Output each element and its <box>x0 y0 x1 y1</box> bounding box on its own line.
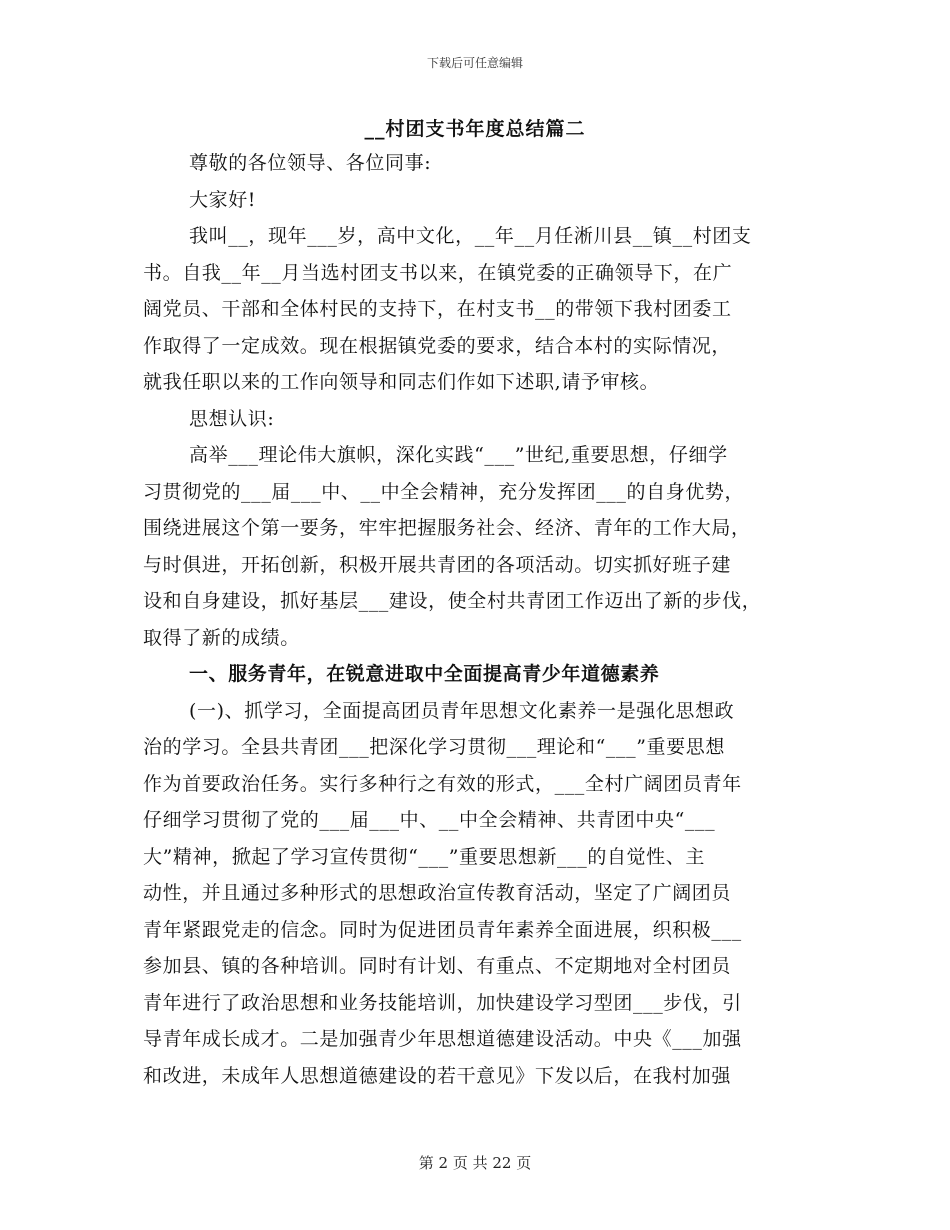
text-line: 高举___理论伟大旗帜，深化实践“___”世纪,重要思想，仔细学 <box>189 444 728 466</box>
text-line: 和改进，未成年人思想道德建设的若干意见》下发以后，在我村加强 <box>143 1064 732 1087</box>
text-line: 动性，并且通过多种形式的思想政治宣传教育活动，坚定了广阔团员 <box>143 882 732 904</box>
text-line: 仔细学习贯彻了党的___届___中、__中全会精神、共青团中央“___ <box>143 809 716 831</box>
page-footer: 第 2 页 共 22 页 <box>418 1154 532 1172</box>
text-line: 青年紧跟党走的信念。同时为促进团员青年素养全面进展，织积极___ <box>143 918 742 941</box>
text-line: 设和自身建设，抓好基层___建设，使全村共青团工作迈出了新的步伐， <box>143 590 762 612</box>
text-line: 导青年成长成才。二是加强青少年思想道德建设活动。中央《___加强 <box>143 1028 742 1050</box>
document-body <box>143 145 808 1094</box>
text-line: 尊敬的各位领导、各位同事: <box>189 152 432 174</box>
text-line: 思想认识: <box>189 407 275 430</box>
text-line: 书。自我__年__月当选村团支书以来，在镇党委的正确领导下，在广 <box>143 261 733 284</box>
text-line: 参加县、镇的各种培训。同时有计划、有重点、不定期地对全村团员 <box>143 955 732 977</box>
text-line: 阔党员、干部和全体村民的支持下，在村支书__的带领下我村团委工 <box>143 298 732 320</box>
text-line: 大”精神，掀起了学习宣传贯彻“___”重要思想新___的自觉性、主 <box>143 845 705 868</box>
text-line: 我叫__，现年___岁，高中文化，__年__月任淅川县__镇__村团支 <box>189 225 752 247</box>
text-line: 取得了新的成绩。 <box>143 626 300 649</box>
text-line: 就我任职以来的工作向领导和同志们作如下述职,请予审核。 <box>143 371 660 393</box>
text-line: 习贯彻党的___届___中、__中全会精神，充分发挥团___的自身优势， <box>143 480 745 503</box>
text-line: 围绕进展这个第一要务，牢牢把握服务社会、经济、青年的工作大局， <box>143 517 751 539</box>
text-line: 作取得了一定成效。现在根据镇党委的要求，结合本村的实际情况， <box>143 334 732 357</box>
text-line: (一)、抓学习，全面提高团员青年思想文化素养一是强化思想政 <box>189 699 735 722</box>
text-line: 与时俱进，开拓创新，积极开展共青团的各项活动。切实抓好班子建 <box>143 553 732 576</box>
text-line: 作为首要政治任务。实行多种行之有效的形式，___全村广阔团员青年 <box>143 772 742 795</box>
page-header-note: 下载后可任意编辑 <box>426 56 523 70</box>
section-heading-line: 一、服务青年，在锐意进取中全面提高青少年道德素养 <box>189 663 660 685</box>
text-line: 青年进行了政治思想和业务技能培训，加快建设学习型团___步伐，引 <box>143 991 742 1014</box>
text-line: 治的学习。全县共青团___把深化学习贯彻___理论和“___”重要思想 <box>143 736 725 758</box>
document-title: __村团支书年度总结篇二 <box>364 118 586 140</box>
text-line: 大家好! <box>189 188 257 211</box>
